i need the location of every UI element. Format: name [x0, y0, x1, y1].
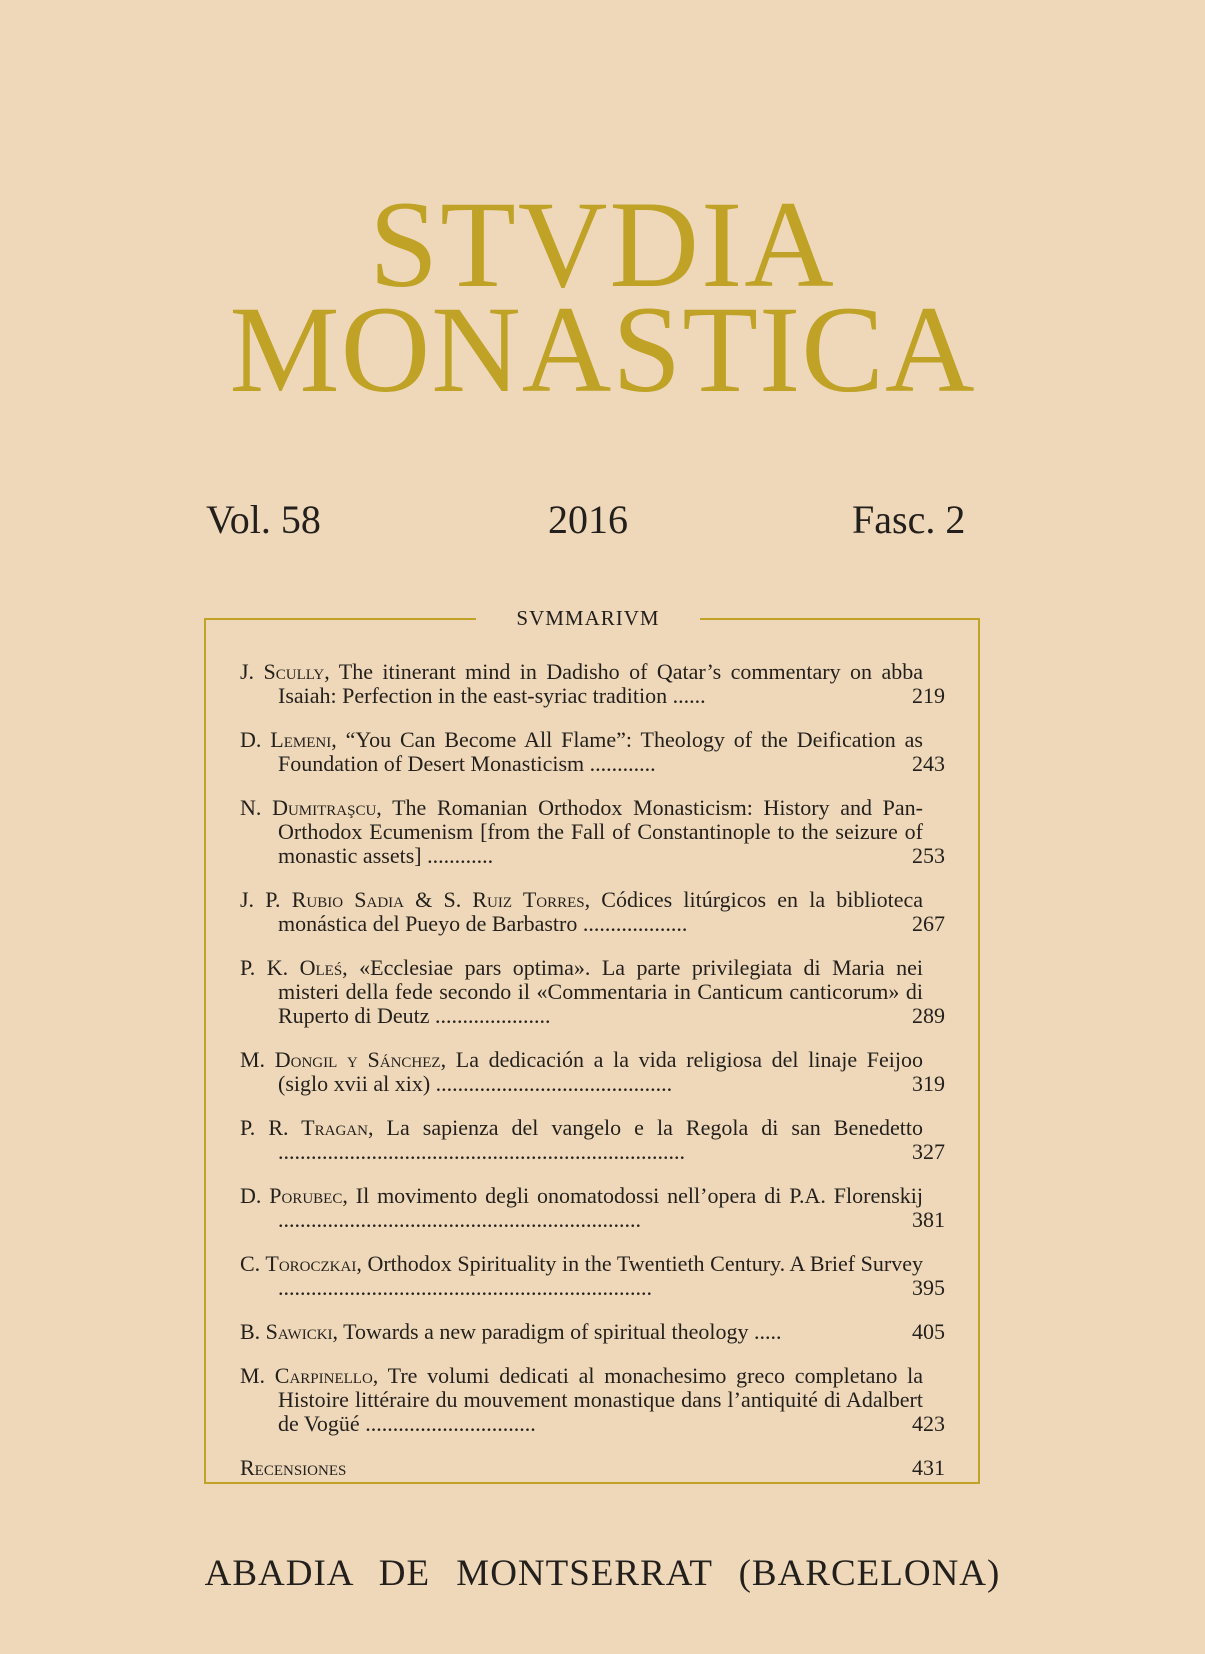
toc-entry-text [240, 1364, 923, 1436]
recensiones-entry [240, 1456, 945, 1480]
toc-entry-page: 267 [912, 911, 945, 936]
toc-entry-leader: ............................... [359, 1411, 536, 1436]
toc-entry-page: 243 [912, 751, 945, 776]
journal-title-line-2: MONASTICA [229, 281, 976, 418]
toc-entry [240, 728, 945, 776]
toc-entry-page: 327 [912, 1139, 945, 1164]
toc-entry-leader: ............ [584, 751, 656, 776]
toc-entry-title: Tre volumi dedicati al monachesimo greco completano la Histoire littéraire du mouvement monastique dans l’antiquité di Adalbert de Vogüé [278, 1363, 923, 1436]
toc-entry-leader: ..................... [429, 1003, 551, 1028]
summary-heading: SVMMARIVM [516, 606, 660, 630]
toc-entry-author: C. Toroczkai, [240, 1251, 362, 1276]
volume-label: Vol. 58 [206, 497, 321, 542]
toc-entry-leader: ................... [577, 911, 688, 936]
toc-entry [240, 660, 945, 708]
summary-box-top-rule-right [700, 618, 980, 620]
toc-entry-title: «Ecclesiae pars optima». La parte privilegiata di Maria nei misteri della fede secondo il «Commentaria in Canticum canticorum» di Ruperto di Deutz [278, 955, 923, 1028]
fascicle-label: Fasc. 2 [852, 497, 966, 542]
toc-entry-page: 395 [912, 1275, 945, 1300]
toc-entry-author: M. Dongil y Sánchez, [240, 1047, 447, 1072]
toc-entry-title: “You Can Become All Flame”: Theology of the Deification as Foundation of Desert Monasticism [278, 727, 923, 776]
toc-entry [240, 1320, 945, 1344]
toc-entry-leader: ........................................... [430, 1071, 673, 1096]
toc-entry-text [240, 660, 923, 708]
toc-entry-text [240, 1184, 923, 1232]
toc-entry-author: B. Sawicki, [240, 1319, 339, 1344]
toc-entry [240, 1252, 945, 1300]
toc-entry-leader: .................................................................. [278, 1207, 641, 1232]
year-label: 2016 [548, 497, 628, 542]
table-of-contents [240, 660, 945, 1500]
toc-entry-author: J. P. Rubio Sadia & S. Ruiz Torres, [240, 887, 591, 912]
toc-entry [240, 1116, 945, 1164]
toc-entry-text [240, 888, 923, 936]
summary-box-top-rule-left [204, 618, 476, 620]
toc-entry [240, 796, 945, 868]
toc-entry-author: N. Dumitraşcu, [240, 795, 382, 820]
toc-entry-author: M. Carpinello, [240, 1363, 379, 1388]
toc-entry-page: 381 [912, 1207, 945, 1232]
journal-title-line-1: STVDIA [369, 176, 836, 313]
toc-entry-author: P. K. Oleś, [240, 955, 348, 980]
toc-entry-author: J. Scully, [240, 659, 330, 684]
toc-entry-leader: .......................................................................... [278, 1139, 685, 1164]
toc-entry-leader: ..... [748, 1319, 782, 1344]
toc-entry-page: 253 [912, 843, 945, 868]
toc-entry-title: The Romanian Orthodox Monasticism: History and Pan-Orthodox Ecumenism [from the Fall of Constantinople to the seizure of monastic assets] [278, 795, 923, 868]
toc-entry-author: P. R. Tragan, [240, 1115, 374, 1140]
toc-entry-author: D. Porubec, [240, 1183, 348, 1208]
toc-entry-text [240, 1252, 923, 1300]
toc-entry-leader: ...... [667, 683, 706, 708]
toc-entry-title: Il movimento degli onomatodossi nell’opera di P.A. Florenskij [347, 1183, 924, 1208]
toc-entry-text [240, 1048, 923, 1096]
toc-entry-page: 423 [912, 1411, 945, 1436]
toc-entry [240, 1184, 945, 1232]
recensiones-page: 431 [912, 1455, 945, 1480]
toc-entry [240, 956, 945, 1028]
toc-entry-page: 219 [912, 683, 945, 708]
toc-entry-text [240, 956, 923, 1028]
toc-entry-text [240, 796, 923, 868]
toc-entry-title: The itinerant mind in Dadisho of Qatar’s commentary on abba Isaiah: Perfection in the east-syriac tradition [278, 659, 923, 708]
toc-entry-author: D. Lemeni, [240, 727, 337, 752]
toc-entry-title: Orthodox Spirituality in the Twentieth Century. A Brief Survey [361, 1251, 923, 1276]
toc-entry-title: Towards a new paradigm of spiritual theology [338, 1319, 749, 1344]
toc-entry [240, 888, 945, 936]
toc-entry-page: 289 [912, 1003, 945, 1028]
toc-entry-leader: .................................................................... [278, 1275, 652, 1300]
publisher-line: ABADIA DE MONTSERRAT (BARCELONA) [204, 1553, 1001, 1594]
toc-entry-page: 405 [912, 1319, 945, 1344]
toc-entry-leader: ............ [421, 843, 494, 868]
toc-entry-text [240, 728, 923, 776]
toc-entry-title: Códices litúrgicos en la biblioteca monástica del Pueyo de Barbastro [278, 887, 924, 936]
toc-entry-title: La dedicación a la vida religiosa del linaje Feijoo (siglo xvii al xix) [278, 1047, 924, 1096]
toc-entry-title: La sapienza del vangelo e la Regola di san Benedetto [373, 1115, 923, 1140]
toc-entry-text [240, 1116, 923, 1164]
recensiones-label: Recensiones [240, 1455, 347, 1480]
toc-entry-text [240, 1320, 923, 1344]
toc-entry-page: 319 [912, 1071, 945, 1096]
toc-entry [240, 1364, 945, 1436]
toc-entry [240, 1048, 945, 1096]
